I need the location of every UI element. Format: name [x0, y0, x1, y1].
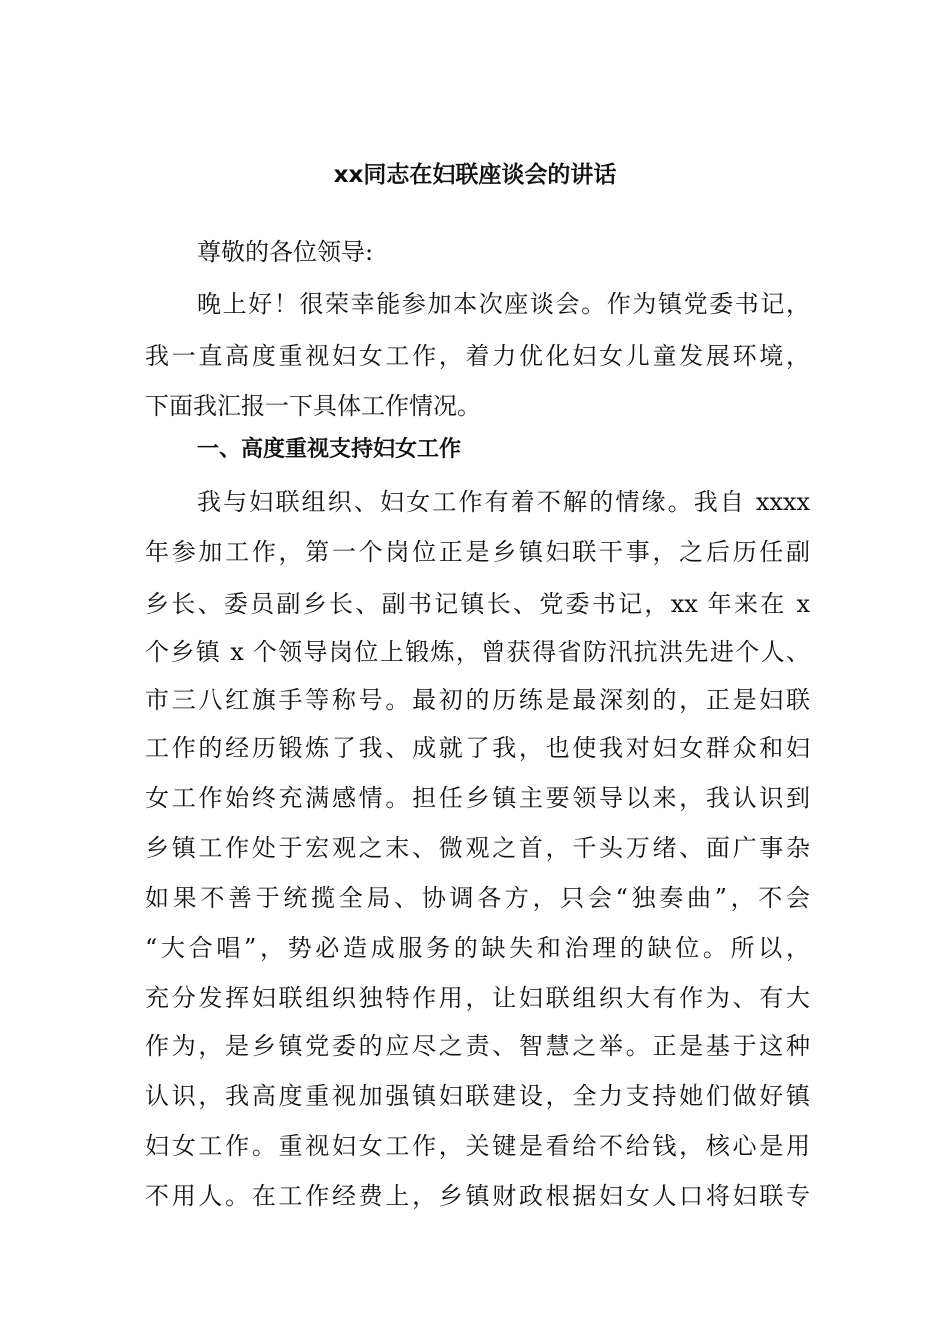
- paragraph-line: 个乡镇 x 个领导岗位上锻炼，曾获得省防汛抗洪先进个人、: [145, 638, 810, 666]
- paragraph-line: 认识，我高度重视加强镇妇联建设，全力支持她们做好镇: [145, 1082, 810, 1110]
- paragraph-line: 乡长、委员副乡长、副书记镇长、党委书记，xx 年来在 x: [145, 590, 810, 618]
- paragraph-line: 妇女工作。重视妇女工作，关键是看给不给钱，核心是用: [145, 1132, 810, 1160]
- paragraph-line: 晚上好！很荣幸能参加本次座谈会。作为镇党委书记，: [197, 290, 810, 318]
- paragraph-line: 乡镇工作处于宏观之末、微观之首，千头万绪、面广事杂: [145, 834, 810, 862]
- paragraph-line: 作为，是乡镇党委的应尽之责、智慧之举。正是基于这种: [145, 1032, 810, 1060]
- paragraph-line: 充分发挥妇联组织独特作用，让妇联组织大有作为、有大: [145, 984, 810, 1012]
- document-title: xx同志在妇联座谈会的讲话: [333, 162, 617, 188]
- paragraph-line: 我一直高度重视妇女工作，着力优化妇女儿童发展环境，: [145, 342, 810, 370]
- paragraph-line: 市三八红旗手等称号。最初的历练是最深刻的，正是妇联: [145, 686, 810, 714]
- paragraph-line: 我与妇联组织、妇女工作有着不解的情缘。我自 xxxx: [197, 488, 810, 516]
- paragraph-line: 年参加工作，第一个岗位正是乡镇妇联干事，之后历任副: [145, 538, 810, 566]
- paragraph-line: 工作的经历锻炼了我、成就了我，也使我对妇女群众和妇: [145, 734, 810, 762]
- paragraph-line: 女工作始终充满感情。担任乡镇主要领导以来，我认识到: [145, 784, 810, 812]
- section-heading: 一、高度重视支持妇女工作: [197, 437, 462, 462]
- salutation: 尊敬的各位领导:: [197, 238, 374, 266]
- paragraph-line: 下面我汇报一下具体工作情况。: [145, 392, 481, 420]
- paragraph-line: “大合唱”，势必造成服务的缺失和治理的缺位。所以，: [145, 934, 810, 962]
- paragraph-line: 不用人。在工作经费上，乡镇财政根据妇女人口将妇联专: [145, 1182, 810, 1210]
- paragraph-line: 如果不善于统揽全局、协调各方，只会“独奏曲”，不会: [145, 884, 810, 912]
